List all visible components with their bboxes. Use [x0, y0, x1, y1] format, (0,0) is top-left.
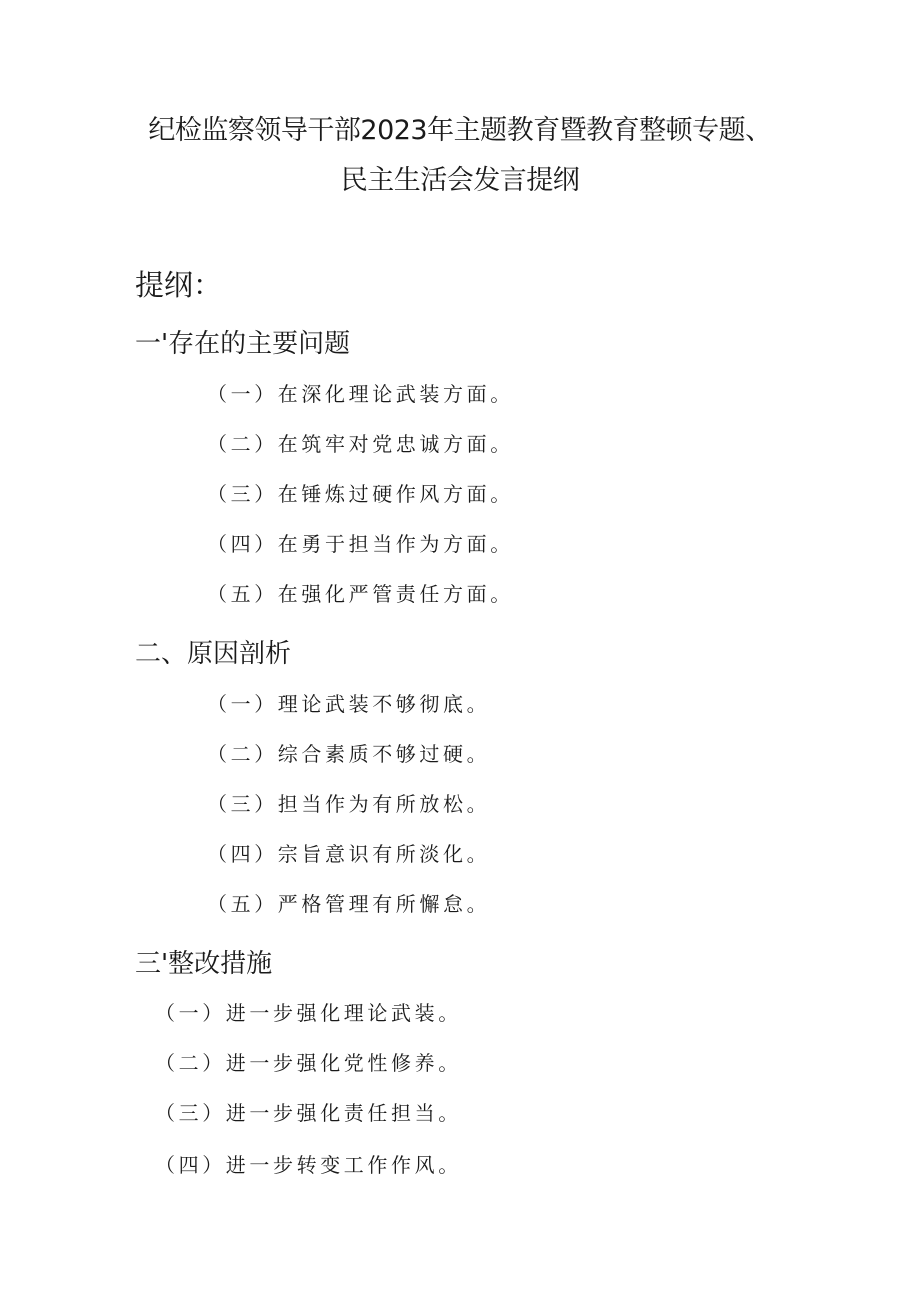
list-item: （一）理论武装不够彻底。 — [207, 692, 491, 716]
list-item: （一）进一步强化理论武装。 — [155, 1001, 462, 1025]
list-item: （一）在深化理论武装方面。 — [207, 382, 514, 406]
list-item: （三）进一步强化责任担当。 — [155, 1101, 462, 1125]
list-item: （二）进一步强化党性修养。 — [155, 1051, 462, 1075]
outline-label: 提纲： — [135, 268, 223, 302]
list-item: （四）宗旨意识有所淡化。 — [207, 842, 491, 866]
list-item: （五）严格管理有所懈怠。 — [207, 892, 491, 916]
section-heading-causes: 二、原因剖析 — [135, 639, 292, 669]
document-title-line-1: 纪检监察领导干部2023年主题教育暨教育整顿专题、 — [148, 115, 772, 146]
list-item: （四）在勇于担当作为方面。 — [207, 532, 514, 556]
list-item: （三）担当作为有所放松。 — [207, 792, 491, 816]
list-item: （四）进一步转变工作作风。 — [155, 1153, 462, 1177]
document-title-line-2: 民主生活会发言提纲 — [340, 165, 580, 196]
list-item: （二）综合素质不够过硬。 — [207, 742, 491, 766]
section-heading-problems: 一'存在的主要问题 — [135, 329, 351, 359]
list-item: （三）在锤炼过硬作风方面。 — [207, 482, 514, 506]
section-heading-measures: 三'整改措施 — [135, 949, 273, 979]
list-item: （二）在筑牢对党忠诚方面。 — [207, 432, 514, 456]
list-item: （五）在强化严管责任方面。 — [207, 582, 514, 606]
